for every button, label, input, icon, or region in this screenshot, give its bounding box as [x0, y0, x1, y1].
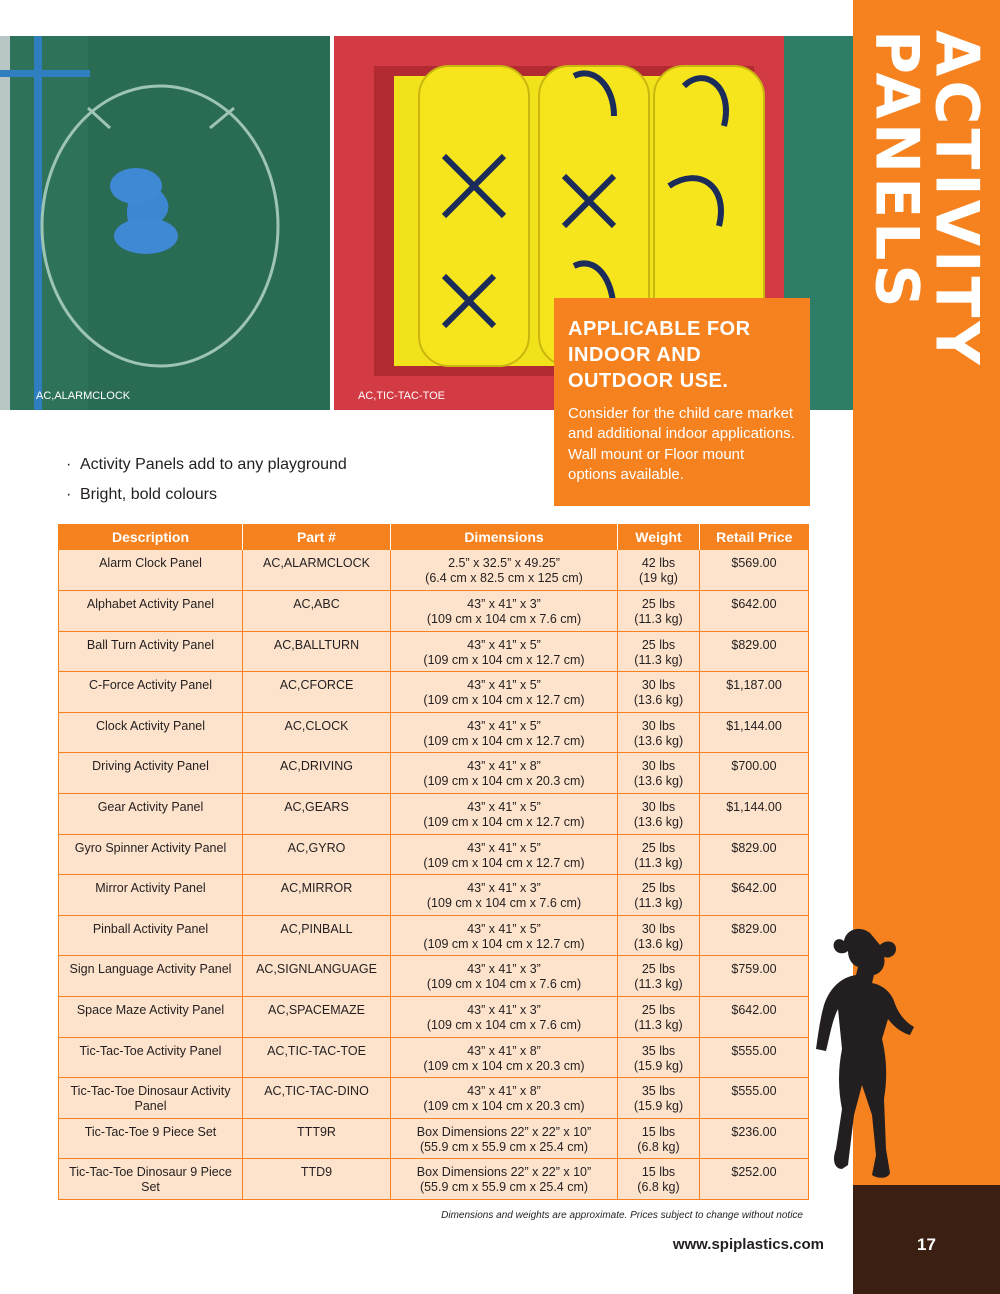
- cell-weight-text: (6.8 kg): [637, 1139, 680, 1154]
- cell-dimensions-text: (55.9 cm x 55.9 cm x 25.4 cm): [419, 1139, 589, 1154]
- cell-part-number: [243, 631, 391, 672]
- cell-description-text: Pinball Activity Panel: [92, 921, 209, 936]
- cell-price: [700, 834, 809, 875]
- cell-weight-text: (6.8 kg): [637, 1180, 680, 1195]
- cell-price: [700, 956, 809, 997]
- cell-description-text: Gyro Spinner Activity Panel: [74, 840, 227, 855]
- cell-description-text: Alarm Clock Panel: [99, 556, 202, 570]
- cell-price-text: $642.00: [731, 597, 777, 612]
- cell-part-number-text: TTT9R: [297, 1124, 336, 1139]
- cell-price: [700, 1037, 809, 1078]
- photo-caption-left: AC,ALARMCLOCK: [36, 390, 131, 402]
- cell-description: [59, 631, 243, 672]
- cell-description: [59, 591, 243, 632]
- cell-part-number-text: TTD9: [300, 1165, 333, 1180]
- cell-part-number: [243, 834, 391, 875]
- cell-weight-text: 15 lbs: [641, 1165, 676, 1180]
- cell-weight-text: (13.6 kg): [633, 693, 684, 708]
- cell-weight-text: 35 lbs: [641, 1043, 676, 1058]
- cell-description-text: Tic-Tac-Toe Activity Panel: [79, 1043, 222, 1058]
- cell-weight-text: 30 lbs: [641, 678, 676, 693]
- cell-description-text: Sign Language Activity Panel: [69, 962, 232, 977]
- cell-dimensions: [391, 591, 618, 632]
- child-silhouette: [800, 915, 930, 1215]
- cell-weight: [618, 997, 700, 1038]
- cell-dimensions: [391, 1037, 618, 1078]
- table-row: [59, 1078, 809, 1119]
- table-header-row: [59, 524, 809, 550]
- cell-weight: [618, 794, 700, 835]
- photo-caption-right: AC,TIC-TAC-TOE: [358, 390, 445, 402]
- cell-price: [700, 672, 809, 713]
- cell-description-text: Tic-Tac-Toe 9 Piece Set: [84, 1124, 217, 1139]
- section-title-text: ACTIVITY PANELS: [861, 30, 992, 369]
- cell-part-number-text: AC,MIRROR: [280, 881, 353, 896]
- cell-weight-text: (13.6 kg): [633, 774, 684, 789]
- cell-dimensions-text: (109 cm x 104 cm x 20.3 cm): [423, 1099, 585, 1114]
- cell-dimensions: [391, 956, 618, 997]
- cell-part-number-text: AC,CFORCE: [279, 678, 354, 693]
- table-row: [59, 591, 809, 632]
- cell-description: [59, 550, 243, 591]
- cell-description: [59, 1118, 243, 1159]
- cell-dimensions-text: (109 cm x 104 cm x 20.3 cm): [423, 774, 585, 789]
- cell-dimensions-text: (109 cm x 104 cm x 12.7 cm): [423, 693, 585, 708]
- cell-weight-text: 25 lbs: [641, 962, 676, 977]
- footnote: Dimensions and weights are approximate. Prices subject to change without notice: [441, 1210, 803, 1221]
- cell-part-number: [243, 591, 391, 632]
- alarm-clock-photo: [0, 36, 330, 410]
- cell-weight-text: 25 lbs: [641, 1003, 676, 1018]
- cell-price-text: $642.00: [731, 1003, 777, 1018]
- cell-dimensions-text: (109 cm x 104 cm x 7.6 cm): [426, 977, 582, 992]
- table-row: [59, 631, 809, 672]
- feature-text: Bright, bold colours: [80, 486, 217, 503]
- table-row: [59, 712, 809, 753]
- cell-part-number-text: AC,TIC-TAC-TOE: [267, 1043, 366, 1058]
- callout-heading: APPLICABLE FOR INDOOR AND OUTDOOR USE.: [568, 318, 751, 392]
- cell-dimensions: [391, 672, 618, 713]
- cell-dimensions: [391, 997, 618, 1038]
- column-header-dimensions: Dimensions: [391, 524, 618, 550]
- cell-dimensions: [391, 915, 618, 956]
- cell-price-text: $759.00: [731, 962, 777, 977]
- cell-weight: [618, 672, 700, 713]
- cell-price-text: $1,187.00: [726, 678, 782, 693]
- feature-text: Activity Panels add to any playground: [80, 456, 347, 473]
- cell-price-text: $252.00: [731, 1165, 777, 1180]
- cell-price-text: $829.00: [731, 840, 777, 855]
- cell-dimensions-text: (55.9 cm x 55.9 cm x 25.4 cm): [419, 1180, 589, 1195]
- cell-part-number-text: AC,TIC-TAC-DINO: [264, 1084, 369, 1099]
- column-header-part: Part #: [243, 524, 391, 550]
- cell-weight-text: (13.6 kg): [633, 936, 684, 951]
- column-header-price: Retail Price: [700, 524, 809, 550]
- table-row: [59, 672, 809, 713]
- table-body: [59, 550, 809, 1200]
- cell-description-text: Gear Activity Panel: [97, 800, 204, 815]
- list-item: [66, 450, 347, 480]
- cell-description: [59, 672, 243, 713]
- cell-price: [700, 712, 809, 753]
- section-title: [853, 0, 1000, 560]
- cell-dimensions-text: 43” x 41” x 3”: [467, 1003, 541, 1018]
- website-link[interactable]: www.spiplastics.com: [672, 1236, 824, 1253]
- cell-dimensions-text: 43” x 41” x 3”: [467, 962, 541, 977]
- cell-dimensions: [391, 794, 618, 835]
- cell-dimensions: [391, 1159, 618, 1200]
- cell-weight-text: 25 lbs: [641, 881, 676, 896]
- cell-dimensions-text: (109 cm x 104 cm x 12.7 cm): [423, 733, 585, 748]
- cell-weight-text: (13.6 kg): [633, 815, 684, 830]
- callout-body: Consider for the child care market and additional indoor applications. Wall mount or Floor mount options available.: [568, 405, 795, 483]
- table-row: [59, 997, 809, 1038]
- cell-price: [700, 1078, 809, 1119]
- cell-weight-text: 30 lbs: [641, 921, 676, 936]
- cell-description-text: Tic-Tac-Toe Dinosaur 9 Piece Set: [69, 1165, 232, 1195]
- cell-weight-text: 42 lbs: [641, 556, 676, 570]
- cell-dimensions: [391, 834, 618, 875]
- cell-part-number-text: AC,SIGNLANGUAGE: [256, 962, 377, 977]
- cell-dimensions-text: 43” x 41” x 5”: [467, 800, 541, 815]
- cell-price-text: $1,144.00: [726, 800, 782, 815]
- cell-weight-text: (13.6 kg): [633, 733, 684, 748]
- cell-dimensions-text: (109 cm x 104 cm x 20.3 cm): [423, 1058, 585, 1073]
- cell-weight: [618, 1159, 700, 1200]
- cell-part-number: [243, 794, 391, 835]
- cell-dimensions-text: 2.5” x 32.5” x 49.25”: [448, 556, 560, 570]
- cell-part-number: [243, 956, 391, 997]
- cell-price-text: $829.00: [731, 637, 777, 652]
- column-header-description: Description: [59, 524, 243, 550]
- cell-part-number: [243, 712, 391, 753]
- cell-dimensions-text: 43” x 41” x 5”: [467, 678, 541, 693]
- cell-description-text: Ball Turn Activity Panel: [86, 637, 215, 652]
- column-header-weight: Weight: [618, 524, 700, 550]
- cell-weight-text: (11.3 kg): [634, 612, 683, 627]
- cell-dimensions-text: 43” x 41” x 8”: [467, 759, 541, 774]
- cell-part-number-text: AC,DRIVING: [280, 759, 353, 774]
- cell-price: [700, 875, 809, 916]
- cell-weight: [618, 550, 700, 591]
- table-row: [59, 956, 809, 997]
- cell-dimensions-text: (109 cm x 104 cm x 12.7 cm): [423, 652, 585, 667]
- cell-dimensions-text: 43” x 41” x 3”: [467, 597, 541, 612]
- cell-description-text: Driving Activity Panel: [92, 759, 209, 774]
- cell-part-number: [243, 672, 391, 713]
- cell-dimensions-text: 43” x 41” x 8”: [467, 1043, 541, 1058]
- cell-description-text: C-Force Activity Panel: [89, 678, 212, 693]
- cell-price: [700, 794, 809, 835]
- cell-part-number-text: AC,PINBALL: [280, 921, 353, 936]
- page-number: 17: [917, 1235, 936, 1254]
- cell-part-number-text: AC,BALLTURN: [273, 637, 360, 652]
- cell-price: [700, 1118, 809, 1159]
- cell-price-text: $555.00: [731, 1084, 777, 1099]
- cell-part-number-text: AC,SPACEMAZE: [267, 1003, 365, 1018]
- cell-dimensions-text: 43” x 41” x 5”: [467, 840, 541, 855]
- cell-part-number: [243, 550, 391, 591]
- cell-description: [59, 834, 243, 875]
- cell-weight: [618, 1037, 700, 1078]
- cell-part-number: [243, 1159, 391, 1200]
- cell-part-number: [243, 915, 391, 956]
- cell-dimensions-text: 43” x 41” x 5”: [467, 718, 541, 733]
- cell-description: [59, 712, 243, 753]
- table-row: [59, 753, 809, 794]
- cell-weight: [618, 956, 700, 997]
- cell-weight-text: (11.3 kg): [634, 1018, 683, 1033]
- cell-weight-text: 30 lbs: [641, 718, 676, 733]
- cell-dimensions-text: (109 cm x 104 cm x 12.7 cm): [423, 855, 585, 870]
- cell-description-text: Clock Activity Panel: [95, 718, 206, 733]
- cell-part-number: [243, 1078, 391, 1119]
- cell-weight-text: 30 lbs: [641, 759, 676, 774]
- cell-part-number: [243, 1037, 391, 1078]
- cell-price: [700, 1159, 809, 1200]
- list-item: [66, 480, 347, 510]
- cell-description: [59, 956, 243, 997]
- cell-dimensions-text: (109 cm x 104 cm x 12.7 cm): [423, 936, 585, 951]
- cell-dimensions-text: (6.4 cm x 82.5 cm x 125 cm): [425, 571, 583, 585]
- cell-weight: [618, 631, 700, 672]
- cell-weight: [618, 834, 700, 875]
- table-row: [59, 875, 809, 916]
- cell-dimensions: [391, 875, 618, 916]
- cell-weight-text: 35 lbs: [641, 1084, 676, 1099]
- cell-price: [700, 591, 809, 632]
- cell-weight-text: 25 lbs: [641, 597, 676, 612]
- cell-weight: [618, 1078, 700, 1119]
- cell-description-text: Alphabet Activity Panel: [86, 597, 215, 612]
- table-row: [59, 1037, 809, 1078]
- table-row: [59, 1159, 809, 1200]
- cell-price: [700, 997, 809, 1038]
- cell-part-number: [243, 753, 391, 794]
- cell-price-text: $569.00: [731, 556, 777, 570]
- cell-dimensions: [391, 1078, 618, 1119]
- cell-weight: [618, 712, 700, 753]
- cell-dimensions: [391, 631, 618, 672]
- cell-description: [59, 753, 243, 794]
- cell-dimensions-text: (109 cm x 104 cm x 7.6 cm): [426, 896, 582, 911]
- cell-part-number: [243, 1118, 391, 1159]
- table-row: [59, 794, 809, 835]
- cell-weight-text: 25 lbs: [641, 637, 676, 652]
- cell-weight-text: 15 lbs: [641, 1124, 676, 1139]
- cell-weight: [618, 915, 700, 956]
- cell-description-text: Tic-Tac-Toe Dinosaur Activity Panel: [70, 1084, 231, 1114]
- cell-weight-text: (11.3 kg): [634, 977, 683, 992]
- bullet-marker: ·: [66, 486, 72, 503]
- cell-dimensions: [391, 753, 618, 794]
- cell-description: [59, 794, 243, 835]
- cell-part-number: [243, 997, 391, 1038]
- cell-dimensions: [391, 550, 618, 591]
- cell-dimensions-text: Box Dimensions 22” x 22” x 10”: [416, 1165, 592, 1180]
- cell-price-text: $1,144.00: [726, 718, 782, 733]
- cell-weight-text: (11.3 kg): [634, 652, 683, 667]
- alarm-clock-illustration: [0, 36, 330, 410]
- cell-dimensions-text: (109 cm x 104 cm x 12.7 cm): [423, 815, 585, 830]
- cell-weight: [618, 753, 700, 794]
- cell-part-number-text: AC,CLOCK: [284, 718, 349, 733]
- cell-weight-text: (19 kg): [639, 571, 678, 585]
- cell-dimensions-text: 43” x 41” x 8”: [467, 1084, 541, 1099]
- cell-part-number-text: AC,GYRO: [287, 840, 346, 855]
- cell-part-number-text: AC,ALARMCLOCK: [263, 556, 370, 570]
- table-row: [59, 1118, 809, 1159]
- cell-price: [700, 550, 809, 591]
- spec-table: [58, 524, 809, 1200]
- cell-dimensions-text: 43” x 41” x 5”: [467, 637, 541, 652]
- cell-dimensions: [391, 712, 618, 753]
- cell-price-text: $642.00: [731, 881, 777, 896]
- bullet-marker: ·: [66, 456, 72, 473]
- cell-weight-text: (15.9 kg): [633, 1058, 684, 1073]
- cell-weight-text: 25 lbs: [641, 840, 676, 855]
- cell-description: [59, 997, 243, 1038]
- cell-description-text: Mirror Activity Panel: [95, 881, 206, 896]
- cell-price-text: $700.00: [731, 759, 777, 774]
- cell-weight-text: 30 lbs: [641, 800, 676, 815]
- cell-price-text: $829.00: [731, 921, 777, 936]
- cell-part-number-text: AC,ABC: [293, 597, 340, 612]
- cell-price-text: $236.00: [731, 1124, 777, 1139]
- cell-weight: [618, 1118, 700, 1159]
- feature-list: [66, 450, 347, 510]
- cell-description: [59, 1037, 243, 1078]
- cell-dimensions: [391, 1118, 618, 1159]
- cell-weight: [618, 591, 700, 632]
- cell-price: [700, 631, 809, 672]
- table-row: [59, 915, 809, 956]
- usage-callout: [554, 298, 810, 506]
- cell-description: [59, 875, 243, 916]
- cell-dimensions-text: Box Dimensions 22” x 22” x 10”: [416, 1124, 592, 1139]
- cell-part-number-text: AC,GEARS: [284, 800, 349, 815]
- cell-weight-text: (15.9 kg): [633, 1099, 684, 1114]
- cell-price: [700, 753, 809, 794]
- cell-price-text: $555.00: [731, 1043, 777, 1058]
- cell-dimensions-text: 43” x 41” x 3”: [467, 881, 541, 896]
- cell-description: [59, 1159, 243, 1200]
- cell-part-number: [243, 875, 391, 916]
- cell-weight: [618, 875, 700, 916]
- table-row: [59, 550, 809, 591]
- cell-description: [59, 915, 243, 956]
- cell-description: [59, 1078, 243, 1119]
- table-row: [59, 834, 809, 875]
- cell-description-text: Space Maze Activity Panel: [76, 1003, 225, 1018]
- cell-dimensions-text: 43” x 41” x 5”: [467, 921, 541, 936]
- cell-weight-text: (11.3 kg): [634, 855, 683, 870]
- cell-price: [700, 915, 809, 956]
- cell-weight-text: (11.3 kg): [634, 896, 683, 911]
- cell-dimensions-text: (109 cm x 104 cm x 7.6 cm): [426, 1018, 582, 1033]
- cell-dimensions-text: (109 cm x 104 cm x 7.6 cm): [426, 612, 582, 627]
